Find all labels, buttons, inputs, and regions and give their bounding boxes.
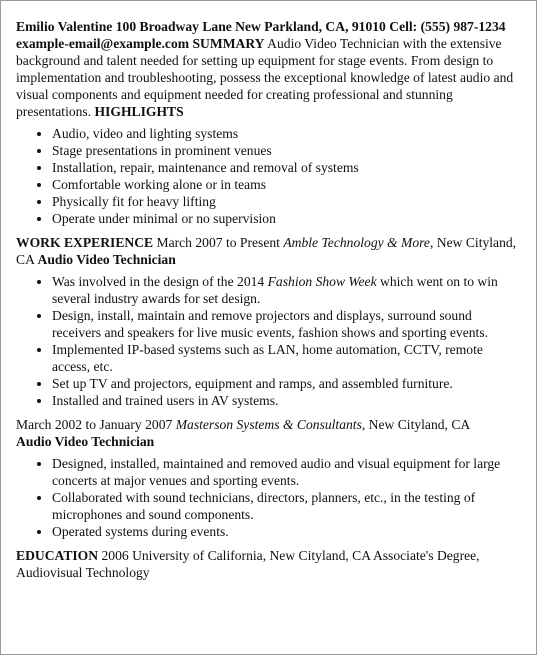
work-experience-heading: WORK EXPERIENCE bbox=[16, 235, 154, 250]
summary-heading: SUMMARY bbox=[192, 36, 265, 51]
bullet-text: Was involved in the design of the 2014 bbox=[52, 274, 268, 289]
job-dates: March 2002 to January 2007 bbox=[16, 417, 173, 432]
highlights-list bbox=[16, 125, 522, 227]
education-paragraph bbox=[16, 547, 522, 581]
highlights-heading: HIGHLIGHTS bbox=[94, 104, 184, 119]
list-item: • Comfortable working alone or in teams bbox=[52, 176, 522, 193]
list-item: • Implemented IP-based systems such as LAN, home automation, CCTV, remote access, etc. bbox=[52, 341, 522, 375]
summary-text: Audio Video Technician with the extensive background and talent needed for setting up equipment for stage events. From design to implementation and troubleshooting, possess the exceptional knowledge of latest audio and visual components and equipment needed for creating professional and stunning presentations. bbox=[16, 36, 514, 119]
candidate-name: Emilio Valentine bbox=[16, 19, 113, 34]
education-text: 2006 University of California, New Cityland, CA Associate's Degree, Audiovisual Technology bbox=[16, 548, 480, 580]
header-summary-paragraph bbox=[16, 18, 522, 120]
job-title: Audio Video Technician bbox=[16, 434, 155, 449]
list-item: • Stage presentations in prominent venues bbox=[52, 142, 522, 159]
job-location: , New Cityland, CA bbox=[361, 417, 471, 432]
job-1-bullets bbox=[16, 273, 522, 409]
company-name: Masterson Systems & Consultants bbox=[175, 417, 362, 432]
list-item: • Installation, repair, maintenance and removal of systems bbox=[52, 159, 522, 176]
job-2-bullets bbox=[16, 455, 522, 540]
company-name: Amble Technology & More bbox=[283, 235, 430, 250]
job-1-header bbox=[16, 234, 522, 268]
education-heading: EDUCATION bbox=[16, 548, 99, 563]
list-item: • Collaborated with sound technicians, directors, planners, etc., in the testing of microphones and sound components. bbox=[52, 489, 522, 523]
bullet-text: which went on to win several industry awards for set design. bbox=[52, 274, 498, 306]
list-item: • Operate under minimal or no supervision bbox=[52, 210, 522, 227]
list-item: • Designed, installed, maintained and removed audio and visual equipment for large concerts at major venues and sporting events. bbox=[52, 455, 522, 489]
event-name: Fashion Show Week bbox=[267, 274, 377, 289]
job-location: , New Cityland, CA bbox=[16, 235, 517, 267]
list-item: • Audio, video and lighting systems bbox=[52, 125, 522, 142]
cell-label: Cell: bbox=[389, 19, 418, 34]
job-title: Audio Video Technician bbox=[37, 252, 176, 267]
list-item bbox=[52, 273, 522, 307]
job-2-header bbox=[16, 416, 522, 450]
list-item: • Installed and trained users in AV systems. bbox=[52, 392, 522, 409]
email: example-email@example.com bbox=[16, 36, 190, 51]
job-dates: March 2007 to Present bbox=[156, 235, 280, 250]
phone: (555) 987-1234 bbox=[420, 19, 506, 34]
list-item: • Operated systems during events. bbox=[52, 523, 522, 540]
address: 100 Broadway Lane New Parkland, CA, 91010 bbox=[115, 19, 386, 34]
list-item: • Physically fit for heavy lifting bbox=[52, 193, 522, 210]
list-item: • Set up TV and projectors, equipment and ramps, and assembled furniture. bbox=[52, 375, 522, 392]
list-item: • Design, install, maintain and remove projectors and displays, surround sound receivers and speakers for live music events, fashion shows and sporting events. bbox=[52, 307, 522, 341]
